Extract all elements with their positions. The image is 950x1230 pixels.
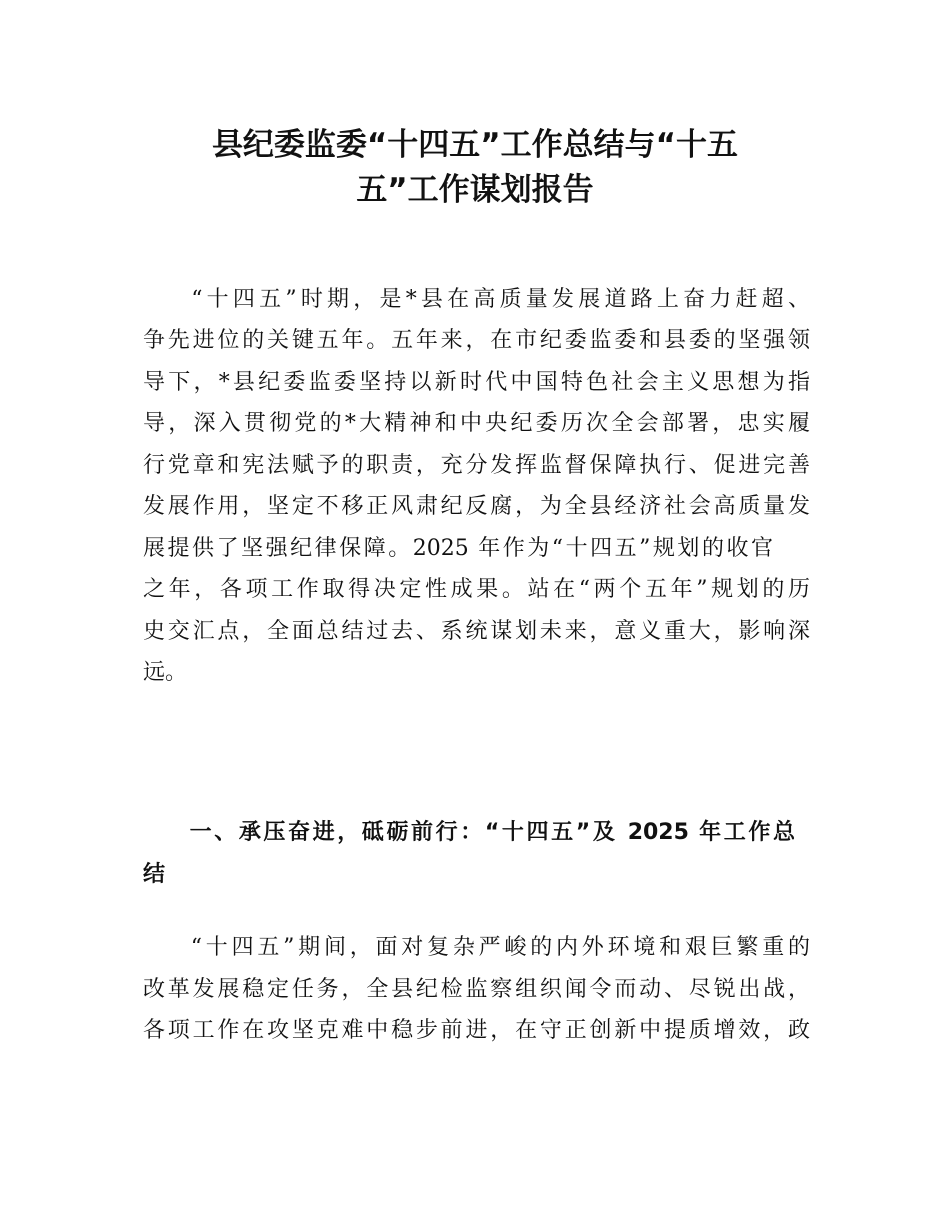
heading-line: 结 [143, 862, 166, 887]
text-line: 展提供了坚强纪律保障。2025 年作为“十四五”规划的收官 [143, 536, 773, 561]
text-line: “十四五”时期，是*县在高质量发展道路上奋力赶超、 [165, 287, 810, 312]
text-line: “十四五”期间，面对复杂严峻的内外环境和艰巨繁重的 [165, 935, 810, 960]
text-line: 发展作用，坚定不移正风肃纪反腐，为全县经济社会高质量发 [143, 494, 810, 519]
text-line: 导下，*县纪委监委坚持以新时代中国特色社会主义思想为指 [143, 370, 810, 395]
text-line: 行党章和宪法赋予的职责，充分发挥监督保障执行、促进完善 [143, 453, 810, 478]
heading-line: 一、承压奋进，砥砺前行：“十四五”及 2025 年工作总 [165, 820, 795, 845]
text-line: 改革发展稳定任务，全县纪检监察组织闻令而动、尽锐出战， [143, 977, 810, 1002]
text-line: 争先进位的关键五年。五年来，在市纪委监委和县委的坚强领 [143, 328, 810, 353]
text-line: 之年，各项工作取得决定性成果。站在“两个五年”规划的历 [143, 577, 810, 602]
text-line: 远。 [143, 660, 188, 685]
text-line: 各项工作在攻坚克难中稳步前进，在守正创新中提质增效，政 [143, 1018, 810, 1043]
title-line: 县纪委监委“十四五”工作总结与“十五 [211, 127, 739, 163]
text-line: 导，深入贯彻党的*大精神和中央纪委历次全会部署，忠实履 [143, 411, 810, 436]
title-line: 五”工作谋划报告 [356, 172, 594, 208]
text-line: 史交汇点，全面总结过去、系统谋划未来，意义重大，影响深 [143, 619, 810, 644]
